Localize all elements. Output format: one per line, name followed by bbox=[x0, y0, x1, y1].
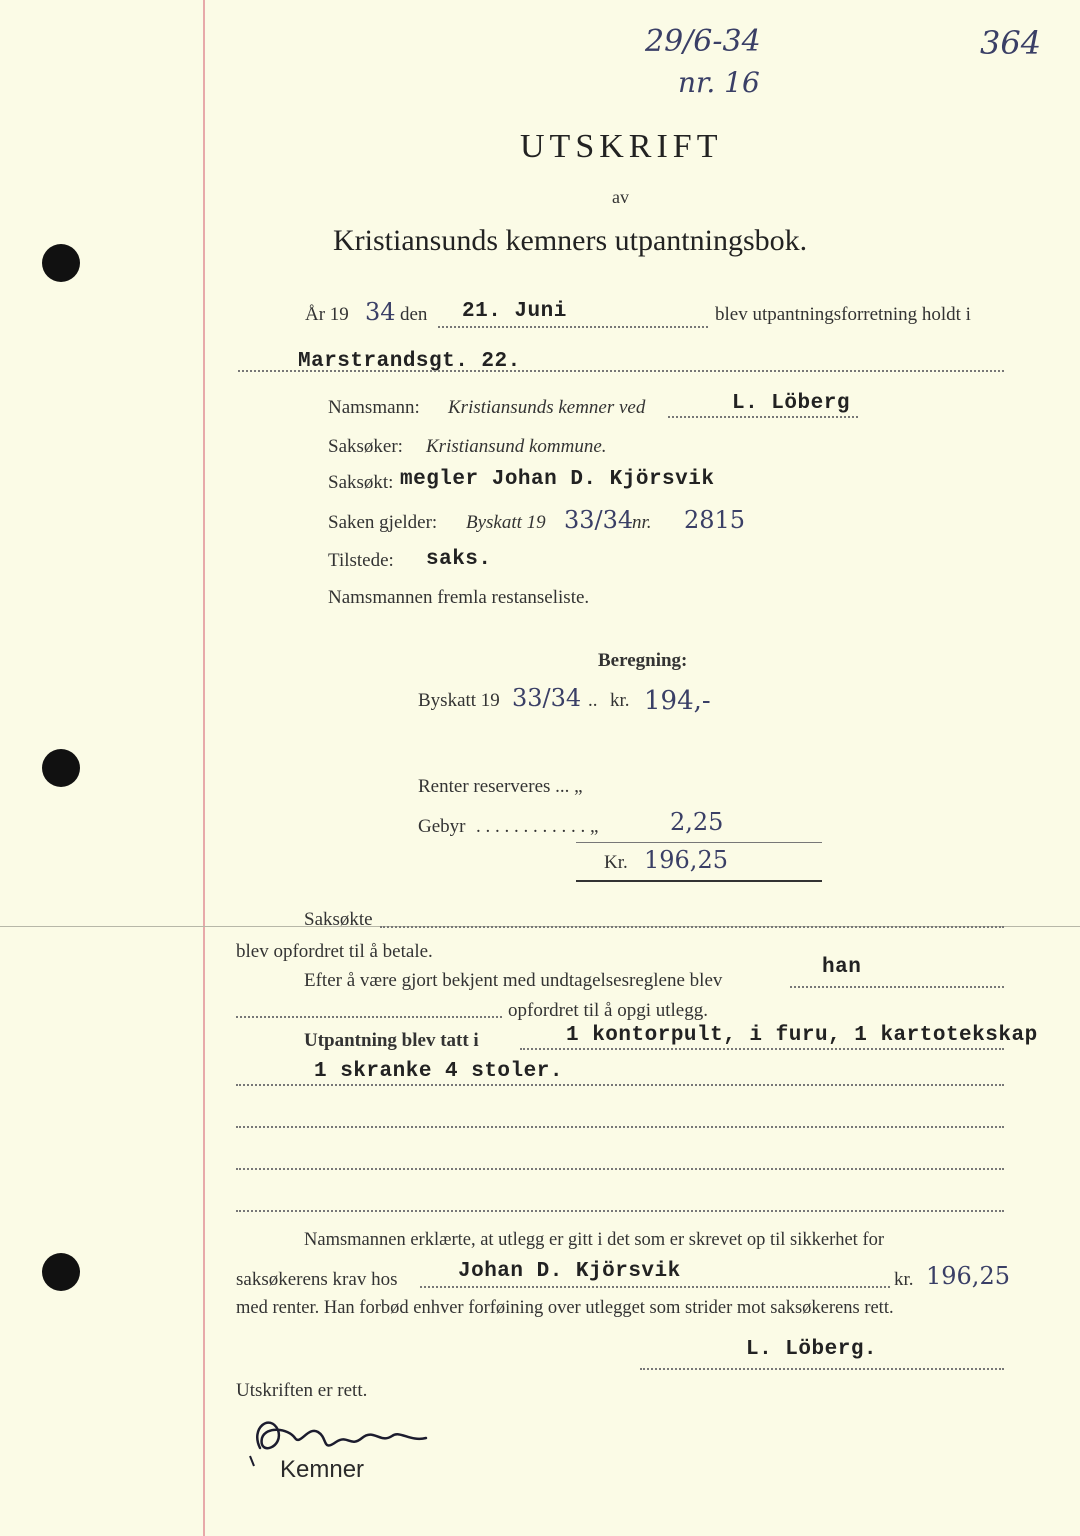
saksokt-label: Saksøkt: bbox=[328, 472, 394, 493]
opgi-dotted-line bbox=[236, 1016, 502, 1018]
saksokt-value: megler Johan D. Kjörsvik bbox=[400, 468, 715, 491]
opgi-text: opfordret til å opgi utlegg. bbox=[508, 1000, 708, 1021]
total-rule bbox=[576, 880, 822, 882]
blank-dotted-line-3 bbox=[236, 1210, 1004, 1212]
utpantning-label: Utpantning blev tatt i bbox=[304, 1030, 479, 1051]
seized-items-line1: 1 kontorpult, i furu, 1 kartotekskap bbox=[566, 1024, 1038, 1047]
byskatt-label: Byskatt 19 bbox=[418, 690, 500, 711]
handwritten-number: nr. 16 bbox=[678, 66, 760, 99]
date-dotted-line bbox=[438, 326, 708, 328]
krav-dotted-line bbox=[420, 1286, 890, 1288]
namsmann-dotted-line bbox=[668, 416, 858, 418]
year-prefix: År 19 bbox=[305, 304, 349, 325]
total-amount: 196,25 bbox=[644, 846, 728, 874]
gebyr-amount: 2,25 bbox=[670, 808, 724, 836]
date-value: 21. Juni bbox=[462, 300, 567, 323]
saken-year: 33/34 bbox=[564, 506, 634, 534]
saksokte-dotted-line bbox=[380, 926, 1004, 928]
opfordret-text: blev opfordret til å betale. bbox=[236, 941, 433, 962]
declaration-line1: Namsmannen erklærte, at utlegg er gitt i det som er skrevet op til sikkerhet for bbox=[304, 1230, 885, 1250]
saken-nr-value: 2815 bbox=[684, 506, 746, 534]
signature-dotted-line bbox=[640, 1368, 1004, 1370]
document-title: UTSKRIFT bbox=[520, 128, 723, 165]
handwritten-date: 29/6-34 bbox=[645, 24, 761, 59]
document-subtitle: Kristiansunds kemners utpantningsbok. bbox=[333, 224, 808, 257]
restanse-text: Namsmannen fremla restanseliste. bbox=[328, 587, 590, 608]
gebyr-label: Gebyr bbox=[418, 816, 466, 837]
krav-name: Johan D. Kjörsvik bbox=[458, 1260, 681, 1283]
saken-label: Saken gjelder: bbox=[328, 512, 438, 533]
han-value: han bbox=[822, 956, 862, 979]
blank-dotted-line-1 bbox=[236, 1126, 1004, 1128]
punch-hole-bottom bbox=[42, 1253, 80, 1291]
namsmann-print: Kristiansunds kemner ved bbox=[448, 397, 646, 418]
byskatt-amount: 194,- bbox=[644, 686, 711, 716]
saken-nr-label: nr. bbox=[632, 512, 652, 533]
beregning-heading: Beregning: bbox=[598, 650, 688, 671]
utskriften-rett: Utskriften er rett. bbox=[236, 1380, 368, 1401]
items-dotted-line-1 bbox=[520, 1048, 1004, 1050]
location-dotted-line bbox=[238, 370, 1004, 372]
location-value: Marstrandsgt. 22. bbox=[298, 350, 521, 373]
den-label: den bbox=[400, 304, 428, 325]
total-label: Kr. bbox=[604, 852, 628, 873]
title-av: av bbox=[612, 187, 629, 207]
signature-name: L. Löberg. bbox=[746, 1338, 878, 1361]
saksoker-label: Saksøker: bbox=[328, 436, 403, 457]
han-dotted-line bbox=[790, 986, 1004, 988]
byskatt-kr-label: kr. bbox=[610, 690, 630, 711]
punch-hole-middle bbox=[42, 749, 80, 787]
blev-text: blev utpantningsforretning holdt i bbox=[715, 304, 971, 325]
krav-label: saksøkerens krav hos bbox=[236, 1269, 398, 1290]
tilstede-value: saks. bbox=[426, 548, 492, 571]
saksoker-print: Kristiansund kommune. bbox=[426, 436, 607, 457]
saken-print: Byskatt 19 bbox=[466, 512, 546, 533]
punch-hole-top bbox=[42, 244, 80, 282]
namsmann-value: L. Löberg bbox=[732, 392, 850, 415]
year-value: 34 bbox=[365, 298, 396, 326]
subtotal-rule bbox=[576, 842, 822, 843]
items-dotted-line-2 bbox=[236, 1084, 1004, 1086]
saksokte-label: Saksøkte bbox=[304, 909, 373, 930]
renter-label: Renter reserveres ... „ bbox=[418, 776, 583, 797]
byskatt-year: 33/34 bbox=[512, 684, 582, 712]
efter-text: Efter å være gjort bekjent med undtagelsesreglene blev bbox=[304, 970, 723, 991]
gebyr-dots: . . . . . . . . . . . . „ bbox=[476, 816, 599, 837]
seized-items-line2: 1 skranke 4 stoler. bbox=[314, 1060, 563, 1083]
tilstede-label: Tilstede: bbox=[328, 550, 394, 571]
krav-kr-label: kr. bbox=[894, 1269, 914, 1290]
declaration-line3: med renter. Han forbød enhver forføining over utlegget som strider mot saksøkerens rett. bbox=[236, 1298, 894, 1318]
kemner-label: Kemner bbox=[280, 1456, 365, 1483]
margin-rule bbox=[203, 0, 205, 1536]
blank-dotted-line-2 bbox=[236, 1168, 1004, 1170]
krav-amount: 196,25 bbox=[926, 1262, 1010, 1290]
handwritten-page-number: 364 bbox=[980, 24, 1042, 62]
byskatt-dots: .. bbox=[588, 690, 598, 711]
namsmann-label: Namsmann: bbox=[328, 397, 420, 418]
